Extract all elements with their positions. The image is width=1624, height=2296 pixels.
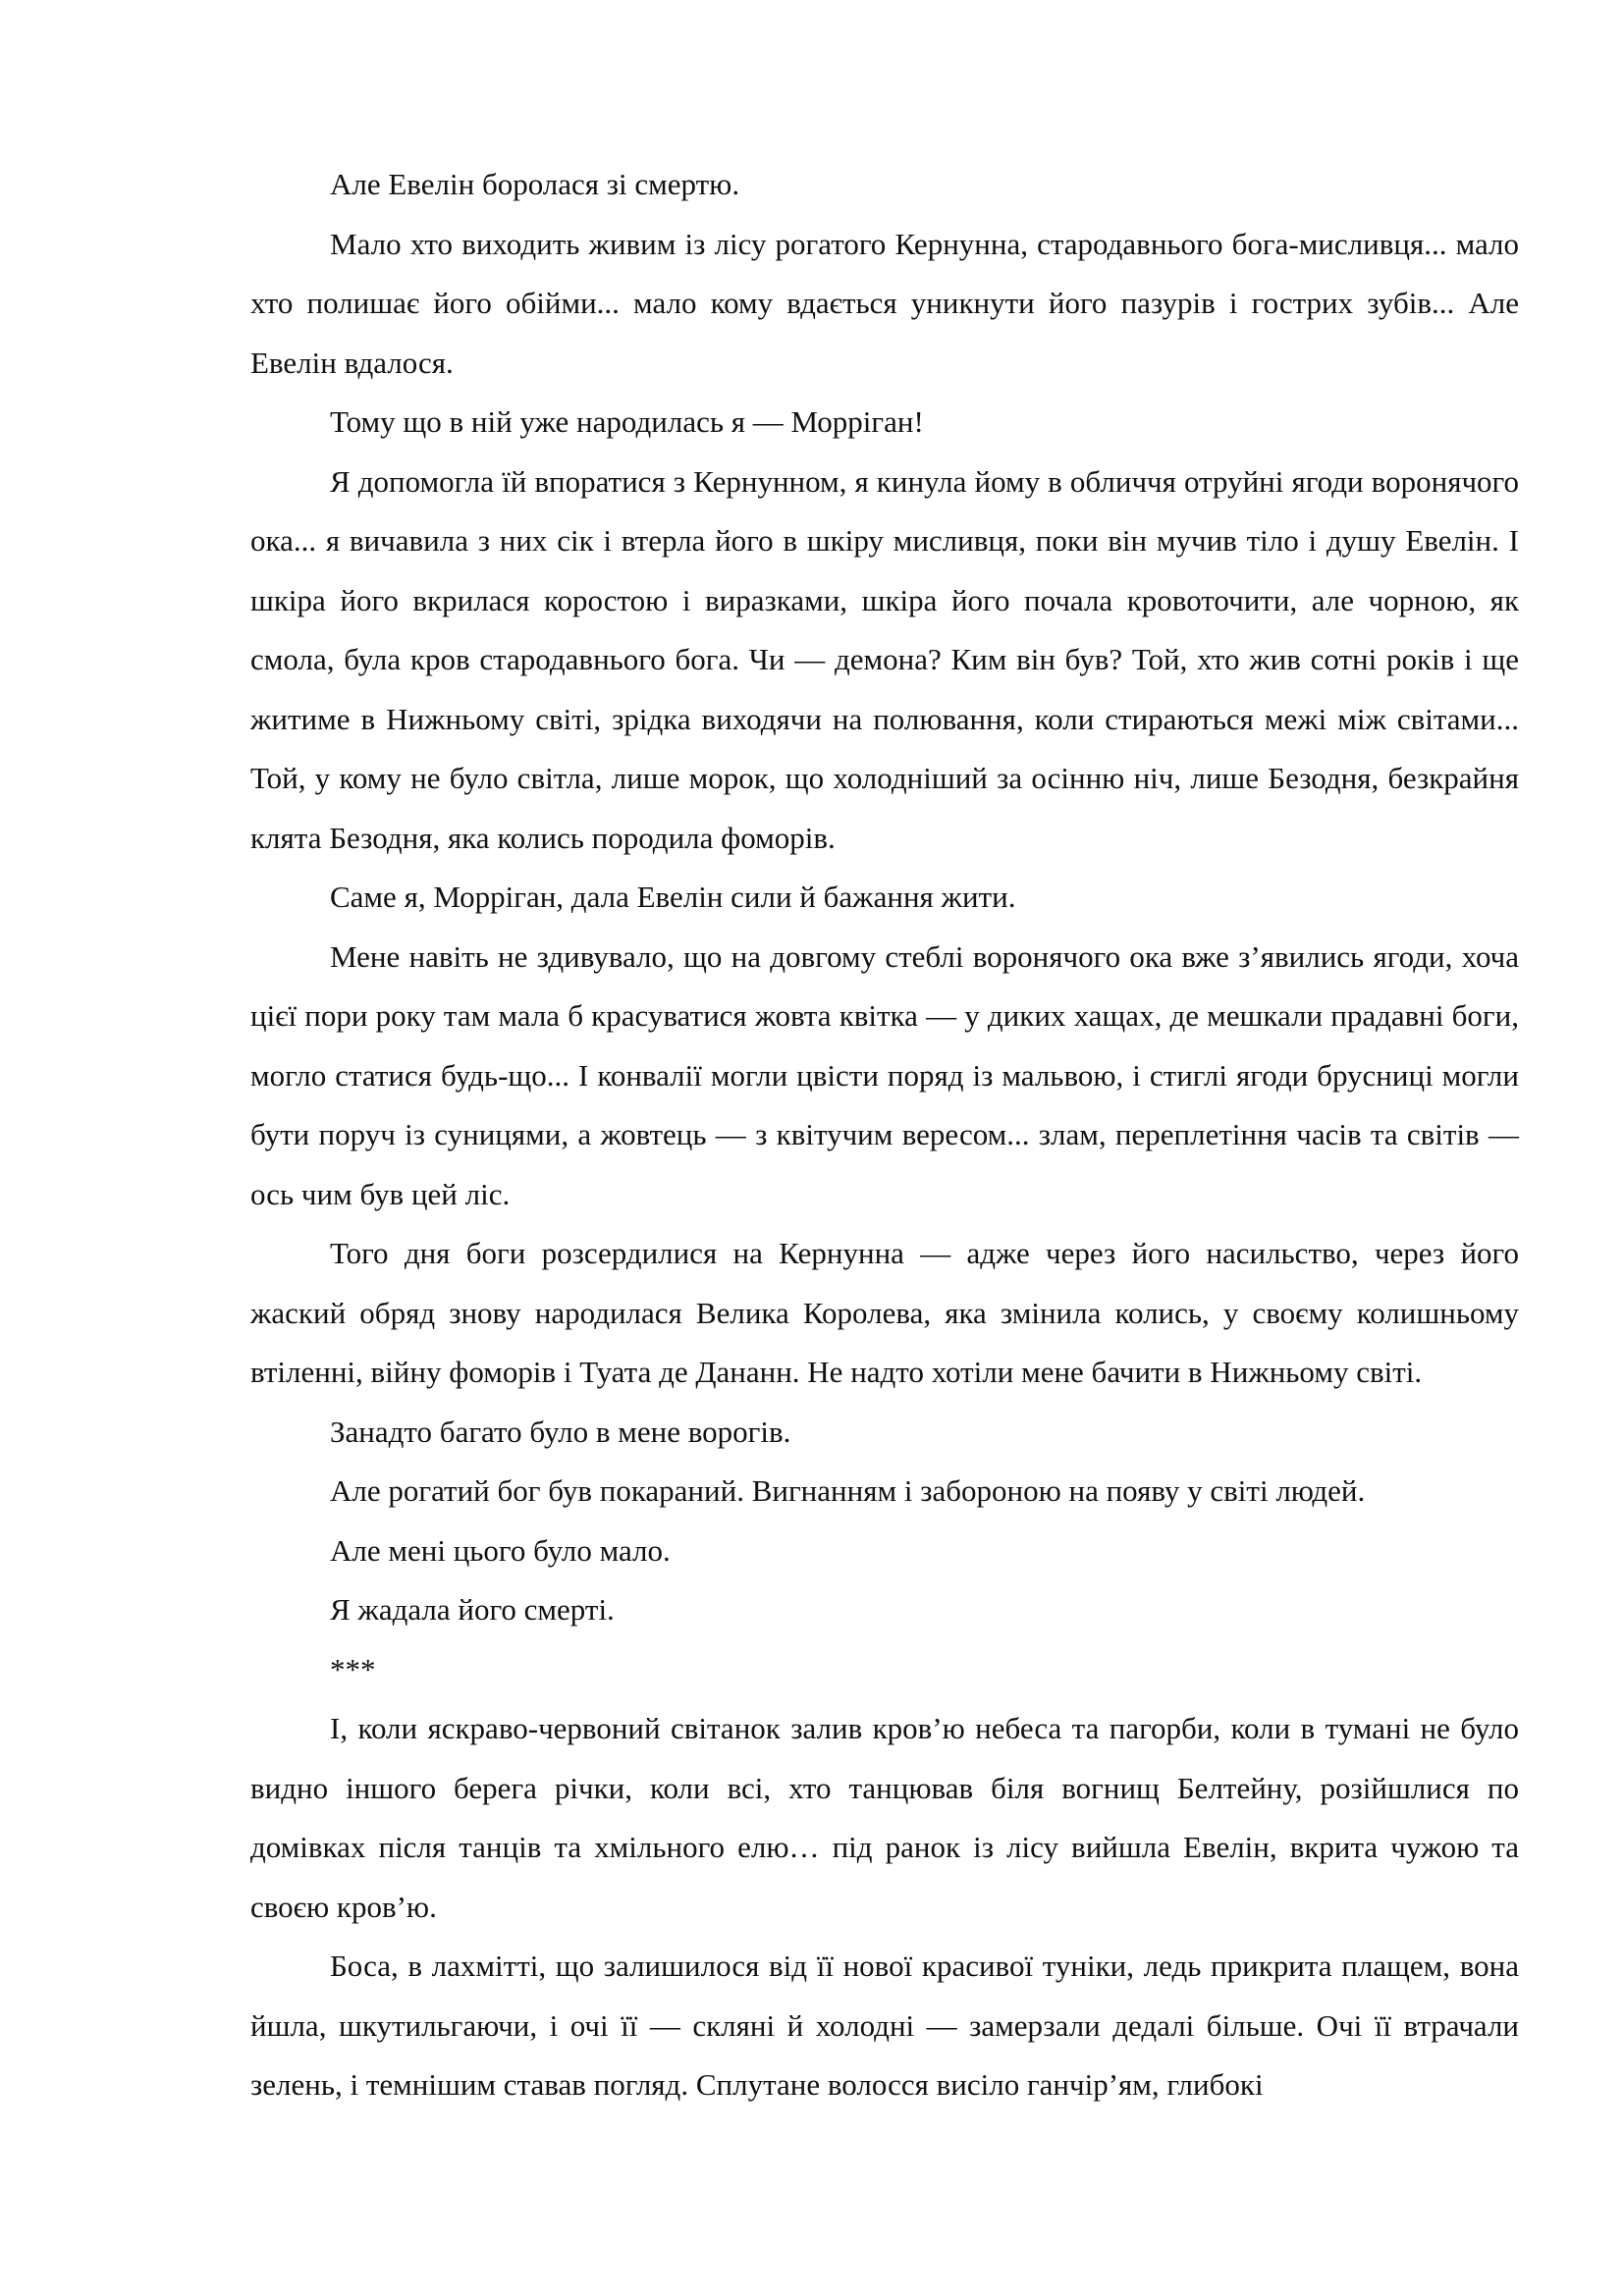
paragraph: Того дня боги розсердилися на Кернунна — адже через його насильство, через його жаский обряд знову народилася Велика Королева, яка змінила колись, у своєму колишньому втіленні, війну фоморів і Туата де Дананн. Не надто хотіли мене бачити в Нижньому світі. [250,1236,1519,1389]
paragraph: Я жадала його смерті. [330,1592,615,1627]
paragraph: І, коли яскраво-червоний світанок залив кров’ю небеса та пагорби, коли в тумані не було видно іншого берега річки, коли всі, хто танцював біля вогнищ Белтейну, розійшлися по домівках після танців та хмільного елю… під ранок із лісу вийшла Евелін, вкрита чужою та своєю кров’ю. [250,1711,1519,1924]
paragraph: Мене навіть не здивувало, що на довгому стеблі воронячого ока вже з’явились ягоди, хоча цієї пори року там мала б красуватися жовта квітка — у диких хащах, де мешкали прадавні боги, могло статися будь-що... І конвалії могли цвісти поряд із мальвою, і стиглі ягоди брусниці могли бути поруч із суницями, а жовтець — з квітучим вересом... злам, переплетіння часів та світів — ось чим був цей ліс. [250,938,1519,1211]
section-separator: *** [330,1651,376,1686]
document-body [250,155,1519,2115]
paragraph: Боса, в лахмітті, що залишилося від її нової красивої туніки, ледь прикрита плащем, вона йшла, шкутильгаючи, і очі її — скляні й холодні — замерзали дедалі більше. Очі її втрачали зелень, і темнішим ставав погляд. Сплутане волосся висіло ганчір’ям, глибокі [250,1949,1519,2102]
paragraph: Але рогатий бог був покараний. Вигнанням і забороною на появу у світі людей. [330,1473,1366,1508]
paragraph: Саме я, Морріган, дала Евелін сили й бажання жити. [330,880,1016,914]
paragraph: Але Евелін боролася зі смертю. [330,167,740,201]
paragraph: Мало хто виходить живим із лісу рогатого Кернунна, стародавнього бога-мисливця... мало хто полишає його обійми... мало кому вдається уникнути його пазурів і гострих зубів... Але Евелін вдалося. [250,226,1519,380]
paragraph: Але мені цього було мало. [330,1532,671,1568]
paragraph: Тому що в ній уже народилась я — Морріган! [330,404,924,439]
paragraph: Я допомогла їй впоратися з Кернунном, я кинула йому в обличчя отруйні ягоди воронячого ока... я вичавила з них сік і втерла його в шкіру мисливця, поки він мучив тіло і душу Евелін. І шкіра його вкрилася коростою і виразками, шкіра його почала кровоточити, але чорною, як смола, була кров стародавнього бога. Чи — демона? Ким він був? Той, хто жив сотні років і ще житиме в Нижньому світі, зрідка виходячи на полювання, коли стираються межі між світами... Той, у кому не було світла, лише морок, що холодніший за осінню ніч, лише Безодня, безкрайня клята Безодня, яка колись породила фоморів. [250,463,1519,855]
paragraph: Занадто багато було в мене ворогів. [330,1414,791,1449]
